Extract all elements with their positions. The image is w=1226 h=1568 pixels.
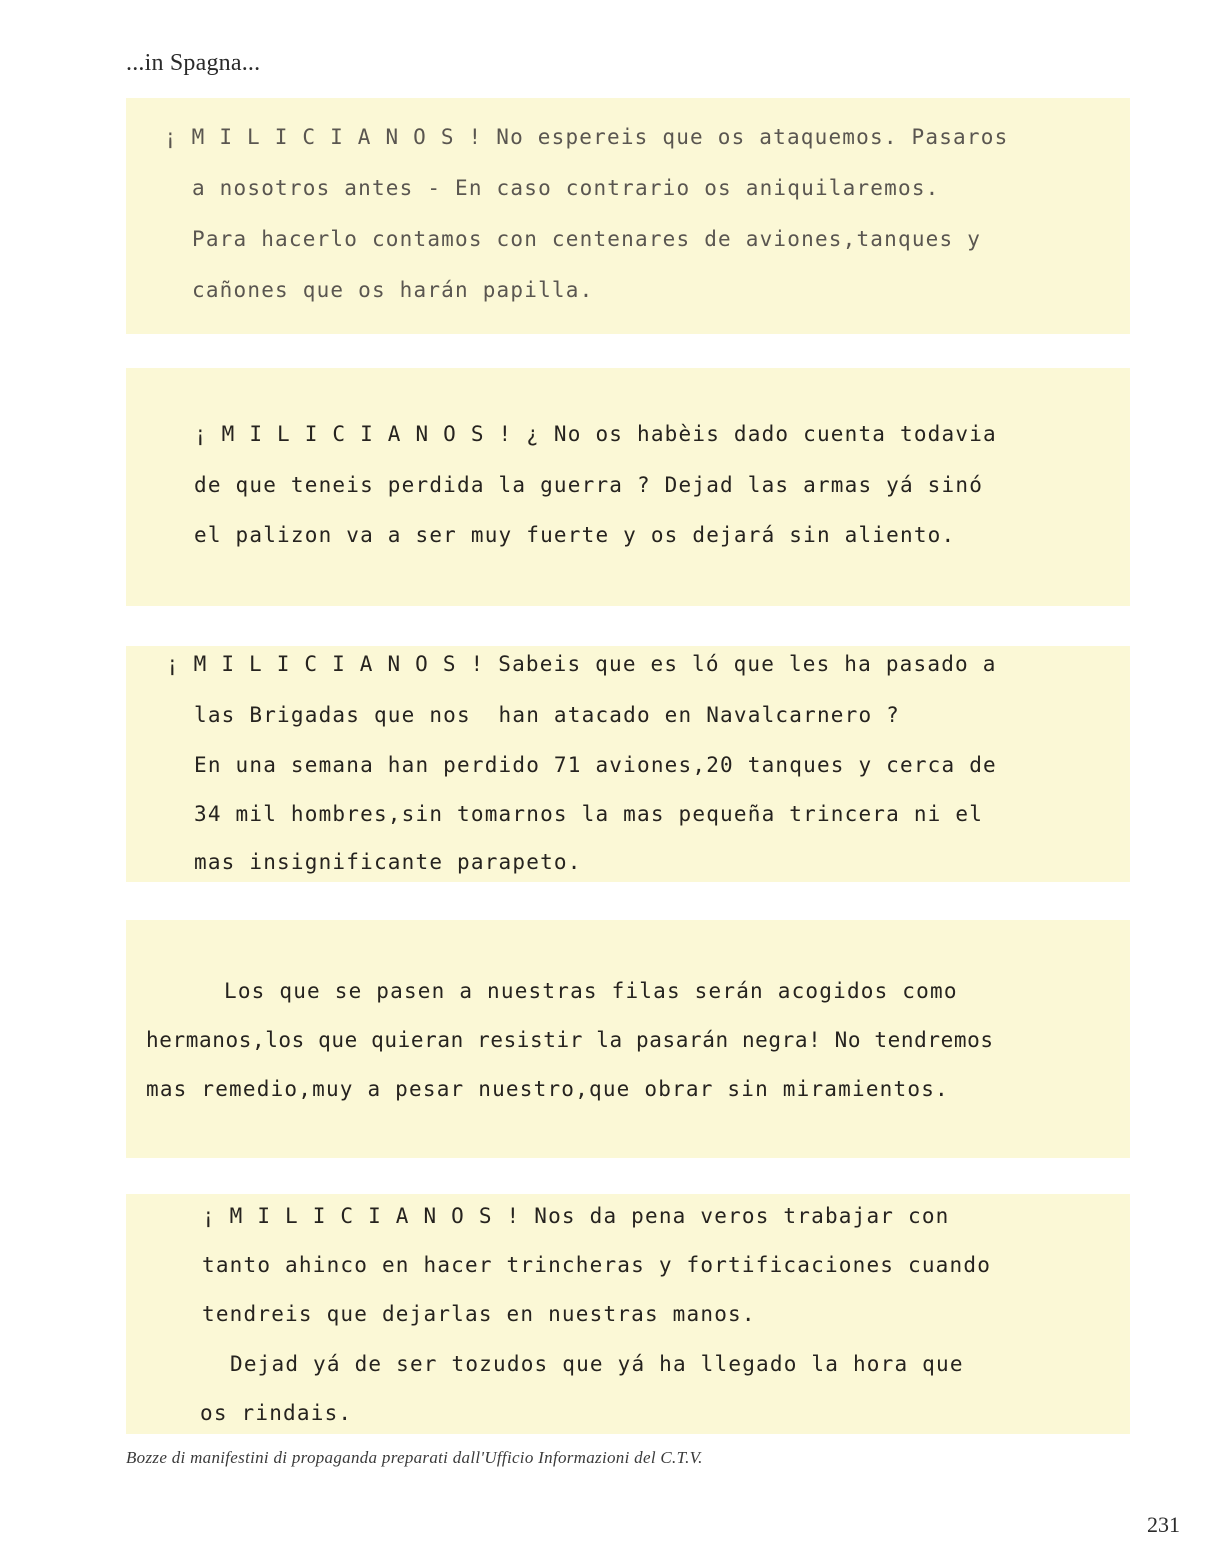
- leaflet-draft-4: [126, 920, 1130, 1158]
- leaflet-line: En una semana han perdido 71 aviones,20 tanques y cerca de: [194, 753, 997, 777]
- leaflet-draft-3: [126, 646, 1130, 882]
- leaflet-line: hermanos,los que quieran resistir la pasarán negra! No tendremos: [146, 1028, 994, 1052]
- leaflet-line: mas remedio,muy a pesar nuestro,que obrar sin miramientos.: [146, 1077, 949, 1101]
- figure-caption: Bozze di manifestini di propaganda preparati dall'Ufficio Informazioni del C.T.V.: [126, 1448, 703, 1467]
- page-number: 231: [1147, 1512, 1180, 1537]
- leaflet-line: tendreis que dejarlas en nuestras manos.: [202, 1302, 756, 1326]
- leaflet-line: Los que se pasen a nuestras filas serán acogidos como: [224, 979, 958, 1003]
- leaflet-line: mas insignificante parapeto.: [194, 850, 582, 874]
- leaflet-draft-5: [126, 1194, 1130, 1434]
- leaflet-line: ¡ M I L I C I A N O S ! ¿ No os habèis dado cuenta todavia: [194, 422, 997, 446]
- leaflet-draft-2: [126, 368, 1130, 606]
- leaflet-line: las Brigadas que nos han atacado en Navalcarnero ?: [194, 703, 900, 727]
- leaflet-line: de que teneis perdida la guerra ? Dejad las armas yá sinó: [194, 473, 984, 497]
- leaflet-line: 34 mil hombres,sin tomarnos la mas pequeña trincera ni el: [194, 802, 984, 826]
- leaflet-line: cañones que os harán papilla.: [192, 278, 594, 302]
- leaflet-line: el palizon va a ser muy fuerte y os dejará sin aliento.: [194, 523, 956, 547]
- leaflet-line: ¡ M I L I C I A N O S ! Sabeis que es ló que les ha pasado a: [166, 652, 997, 676]
- leaflet-line: tanto ahinco en hacer trincheras y fortificaciones cuando: [202, 1253, 992, 1277]
- running-head: ...in Spagna...: [126, 50, 261, 76]
- leaflet-line: os rindais.: [200, 1401, 353, 1425]
- leaflet-line: Para hacerlo contamos con centenares de aviones,tanques y: [192, 227, 982, 251]
- leaflet-line: a nosotros antes - En caso contrario os aniquilaremos.: [192, 176, 940, 200]
- leaflet-draft-1: [126, 98, 1130, 334]
- leaflet-line: ¡ M I L I C I A N O S ! Nos da pena veros trabajar con: [202, 1204, 950, 1228]
- leaflet-line: ¡ M I L I C I A N O S ! No espereis que os ataquemos. Pasaros: [164, 125, 1009, 149]
- leaflet-line: Dejad yá de ser tozudos que yá ha llegado la hora que: [230, 1352, 964, 1376]
